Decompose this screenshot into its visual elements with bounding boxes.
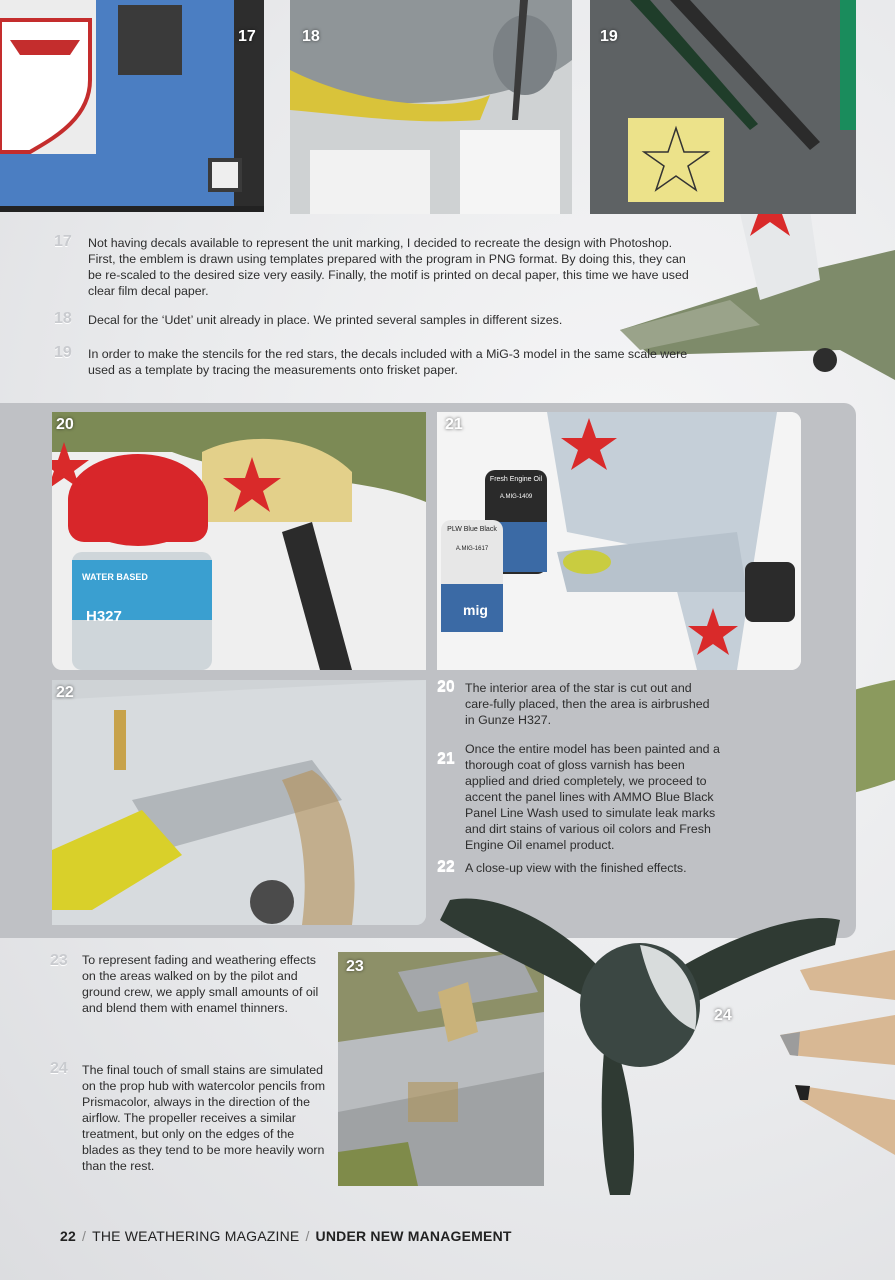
photo-18	[290, 0, 572, 214]
caption-24-text: The final touch of small stains are simulated on the prop hub with watercolor pencils from Prismacolor, always in the direction of the airflow. The propeller receives a similar treatment, but only on the edges of the blades as they tend to be more heavily worn than the rest.	[82, 1063, 326, 1173]
photo-23-number: 23	[346, 958, 364, 975]
caption-20-number: 20	[437, 678, 455, 695]
caption-19	[54, 344, 690, 378]
bottle-plw-label: PLW Blue Black	[447, 526, 497, 533]
caption-24	[50, 1060, 328, 1174]
photo-18-number: 18	[302, 28, 320, 45]
caption-19-text: In order to make the stencils for the red stars, the decals included with a MiG-3 model in the same scale were used as a template by tracing the measurements onto frisket paper.	[88, 347, 688, 377]
magazine-name: THE WEATHERING MAGAZINE	[92, 1228, 300, 1244]
page-number: 22	[60, 1228, 76, 1244]
caption-18-text: Decal for the ‘Udet’ unit already in place. We printed several samples in different sizes.	[88, 313, 563, 327]
caption-20	[437, 678, 721, 728]
aircraft-nose-photo	[290, 0, 572, 214]
photo-19-number: 19	[600, 28, 618, 45]
photo-17	[0, 0, 264, 212]
caption-23	[50, 952, 328, 1016]
photo-21	[437, 412, 801, 670]
caption-22-number: 22	[437, 858, 455, 875]
panel-line-wash-photo	[437, 412, 801, 670]
weathered-underside-photo	[52, 680, 426, 925]
photo-24	[440, 890, 895, 1200]
caption-17-number: 17	[54, 233, 72, 250]
photo-17-number: 17	[238, 28, 256, 45]
paint-jar-photo	[52, 412, 426, 670]
page-footer: 22 / THE WEATHERING MAGAZINE / UNDER NEW MANAGEMENT	[60, 1228, 512, 1244]
jar-brand-label: WATER BASED	[82, 572, 148, 582]
jar-code-label: H327	[86, 608, 122, 625]
photo-20-number: 20	[56, 416, 74, 433]
caption-24-number: 24	[50, 1060, 68, 1077]
photo-22-number: 22	[56, 684, 74, 701]
caption-19-number: 19	[54, 344, 72, 361]
section-name: UNDER NEW MANAGEMENT	[315, 1228, 512, 1244]
mig-logo: mig	[463, 602, 488, 618]
photoshop-screenshot	[0, 0, 264, 212]
caption-22-text: A close-up view with the finished effects.	[465, 861, 687, 875]
caption-22	[437, 858, 721, 876]
photo-22	[52, 680, 426, 925]
caption-18-number: 18	[54, 310, 72, 327]
caption-17-text: Not having decals available to represent the unit marking, I decided to recreate the design with Photoshop. First, the emblem is drawn using templates prepared with the program in PNG format. By doing this, they can be re-scaled to the desired size very easily. Finally, the motif is printed on decal paper, this time we have used clear film decal paper.	[88, 236, 689, 298]
caption-23-number: 23	[50, 952, 68, 969]
bottle-fresh-engine-oil-code: A.MIG-1409	[499, 494, 533, 500]
stencil-photo	[590, 0, 856, 214]
caption-18	[54, 310, 690, 328]
photo-20	[52, 412, 426, 670]
caption-20-text: The interior area of the star is cut out and care-fully placed, then the area is airbrushed in Gunze H327.	[465, 681, 710, 727]
caption-23-text: To represent fading and weathering effects on the areas walked on by the pilot and ground crew, we apply small amounts of oil and blend them with enamel thinners.	[82, 953, 319, 1015]
caption-21-text: Once the entire model has been painted and a thorough coat of gloss varnish has been applied and dried completely, we proceed to accent the panel lines with AMMO Blue Black Panel Line Wash used to simulate leak marks and dirt stains of various oil colors and Fresh Engine Oil enamel product.	[465, 742, 720, 852]
photo-24-number: 24	[714, 1007, 732, 1024]
photo-19	[590, 0, 856, 214]
caption-21-number: 21	[437, 750, 455, 767]
bottle-plw-code: A.MIG-1617	[455, 546, 489, 552]
bottle-fresh-engine-oil-label: Fresh Engine Oil	[489, 476, 543, 483]
caption-17	[54, 233, 690, 299]
photo-21-number: 21	[445, 416, 463, 433]
caption-21	[437, 741, 721, 853]
